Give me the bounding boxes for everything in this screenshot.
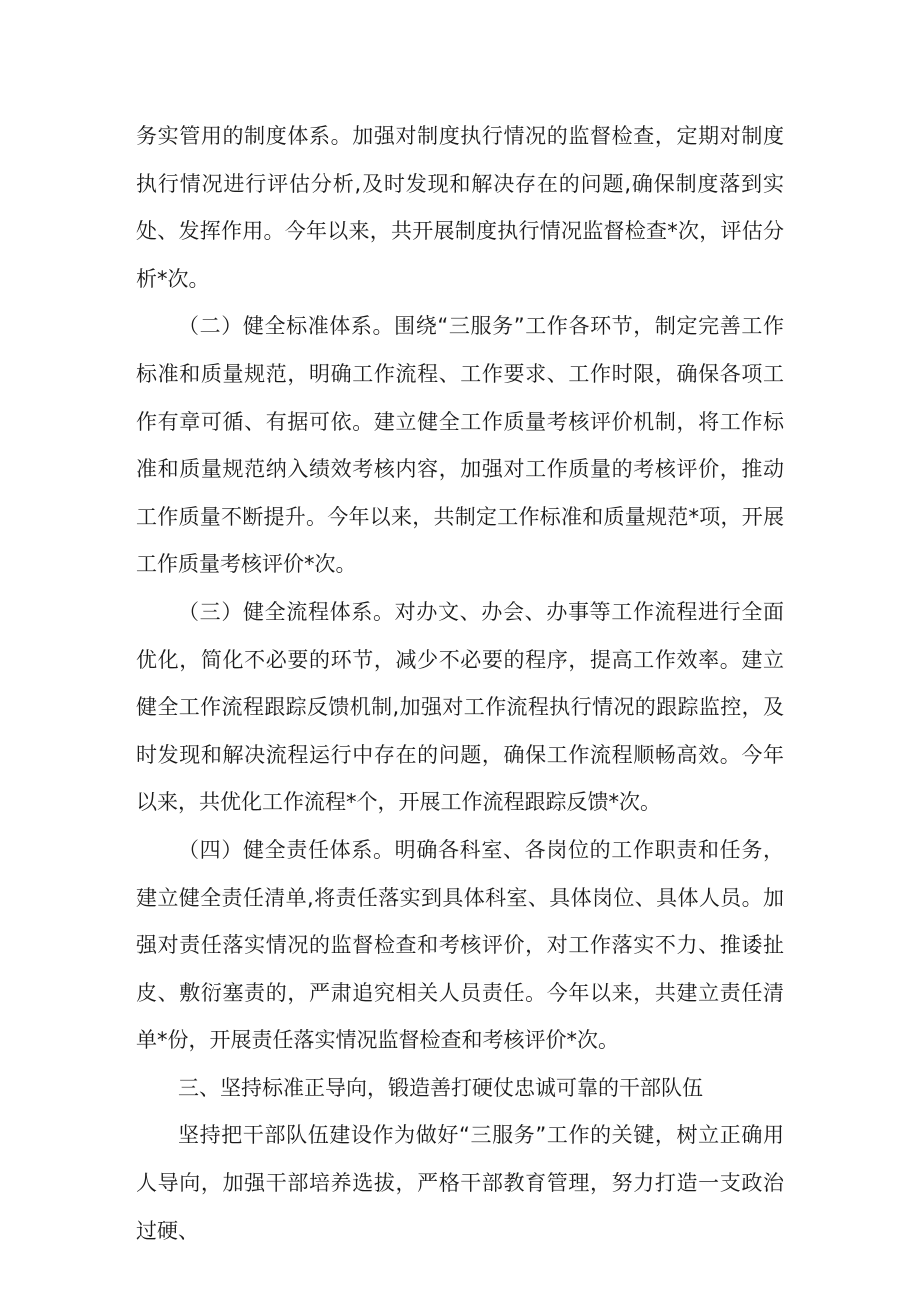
paragraph-process-system: （三）健全流程体系。对办文、办会、办事等工作流程进行全面优化，简化不必要的环节，减少不必要的程序，提高工作效率。建立健全工作流程跟踪反馈机制,加强对工作流程执行情况的跟踪监控，及时发现和解决流程运行中存在的问题，确保工作流程顺畅高效。今年以来，共优化工作流程*个，开展工作流程跟踪反馈*次。 [136,599,784,815]
paragraph-standards-system: （二）健全标准体系。围绕“三服务”工作各环节，制定完善工作标准和质量规范，明确工作流程、工作要求、工作时限，确保各项工作有章可循、有据可依。建立健全工作质量考核评价机制，将工作标准和质量规范纳入绩效考核内容，加强对工作质量的考核评价，推动工作质量不断提升。今年以来，共制定工作标准和质量规范*项，开展工作质量考核评价*次。 [136,314,784,577]
document-body [136,113,784,1255]
paragraph-responsibility-system: （四）健全责任体系。明确各科室、各岗位的工作职责和任务，建立健全责任清单,将责任落实到具体科室、具体岗位、具体人员。加强对责任落实情况的监督检查和考核评价，对工作落实不力、推诿扯皮、敷衍塞责的，严肃追究相关人员责任。今年以来，共建立责任清单*份，开展责任落实情况监督检查和考核评价*次。 [136,837,784,1053]
paragraph-continuation: 务实管用的制度体系。加强对制度执行情况的监督检查，定期对制度执行情况进行评估分析,及时发现和解决存在的问题,确保制度落到实处、发挥作用。今年以来，共开展制度执行情况监督检查*次，评估分析*次。 [136,124,784,291]
paragraph-cadre-team: 坚持把干部队伍建设作为做好“三服务”工作的关键，树立正确用人导向，加强干部培养选拔，严格干部教育管理，努力打造一支政治过硬、 [136,1123,784,1243]
section-heading: 三、坚持标准正导向，锻造善打硬仗忠诚可靠的干部队伍 [178,1075,703,1100]
